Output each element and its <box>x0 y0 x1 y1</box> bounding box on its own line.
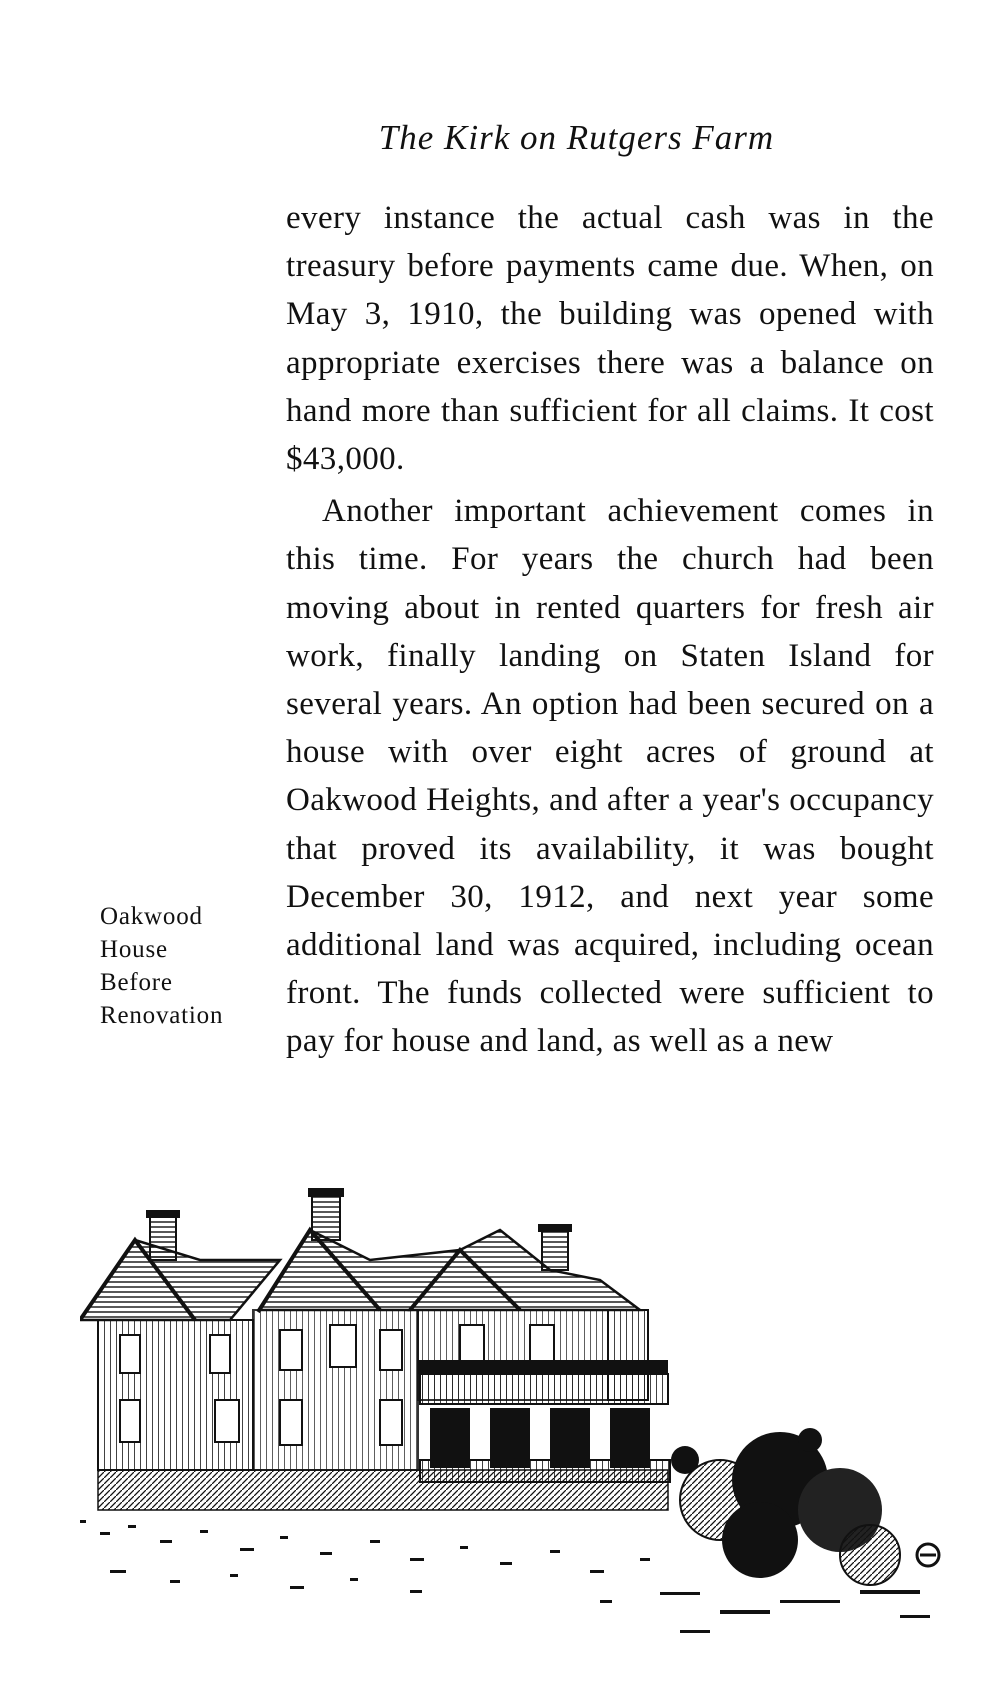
artist-monogram <box>917 1544 939 1566</box>
caption-line: House <box>100 936 168 963</box>
house-illustration <box>80 1160 980 1690</box>
running-head: The Kirk on Rutgers Farm <box>378 118 775 157</box>
margin-caption <box>100 900 223 1032</box>
caption-line: Oakwood <box>100 903 203 930</box>
paragraph: every instance the actual cash was in the treasury before payments came due. When, on May 3, 1910, the building was opened with appropriate exercises there was a balance on hand more than sufficient for all claims. It cost $43,000. <box>286 200 934 478</box>
caption-line: Renovation <box>100 1002 224 1029</box>
body-text <box>286 194 934 1066</box>
shrubbery <box>671 1428 900 1585</box>
foundation <box>98 1470 668 1510</box>
paragraph: Another important achievement comes in this time. For years the church had been moving about in rented quarters for fresh air work, finally landing on Staten Island for several years. An option had been secured on a house with over eight acres of ground at Oakwood Heights, and after a year's occupancy that proved its availability, it was bought December 30, 1912, and next year some additional land was acquired, including ocean front. The funds collected were sufficient to pay for house and land, as well as a new <box>286 493 934 1060</box>
ground <box>80 1520 930 1633</box>
porch <box>418 1360 670 1482</box>
caption-line: Before <box>100 969 173 996</box>
